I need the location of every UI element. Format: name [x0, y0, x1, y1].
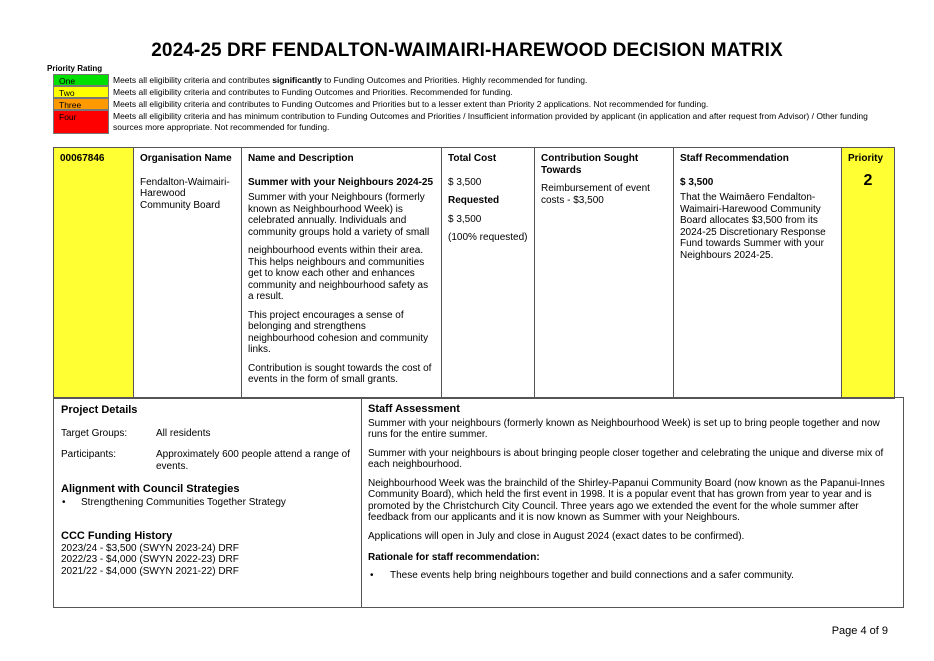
- participants-row: [61, 449, 353, 472]
- page-title: 2024-25 DRF FENDALTON-WAIMAIRI-HAREWOOD DECISION MATRIX: [151, 40, 783, 61]
- alignment-title: Alignment with Council Strategies: [61, 483, 240, 495]
- total-cost-cell: [442, 148, 535, 399]
- participants-label: Participants:: [61, 449, 117, 460]
- funding-history-item: 2022/23 - $4,000 (SWYN 2022-23) DRF: [61, 554, 239, 565]
- strategy-item: Strengthening Communities Together Strategy: [81, 496, 286, 508]
- rationale-title: Rationale for staff recommendation:: [368, 552, 540, 563]
- legend-row-two: [53, 86, 883, 98]
- staff-recommendation-text: That the Waimāero Fendalton-Waimairi-Harewood Community Board allocates $3,500 from its 2024-25 Discretionary Response Fund towards Summer with your Neighbours 2024-25.: [680, 192, 826, 261]
- funding-history-item: 2021/22 - $4,000 (SWYN 2021-22) DRF: [61, 565, 239, 577]
- assessment-paragraph: Neighbourhood Week was the brainchild of the Shirley-Papanui Community Board (now known as the Papanui-Innes Community Board), which held the first event in 1998. It is a popular event that has grown from year to year and is promoted by the Christchurch City Council. Three years ago we extended the event for the whole summer after feedback from our applicants and it is now known as Summer with your Neighbours.: [368, 477, 885, 523]
- priority-header: Priority: [848, 153, 884, 164]
- description-cell: [242, 148, 442, 399]
- organisation-cell: [134, 148, 242, 399]
- staff-assessment-title: Staff Assessment: [368, 403, 460, 415]
- legend-swatch-three: Three: [53, 98, 109, 110]
- page-number: Page 4 of 9: [831, 625, 888, 637]
- legend-row-four: [53, 110, 883, 134]
- requested-label: Requested: [448, 195, 500, 206]
- assessment-paragraph: Summer with your neighbours is about bringing people closer together and celebrating the unique and diverse mix of each neighbourhood.: [368, 447, 884, 470]
- contribution-cell: [535, 148, 674, 399]
- list-item: [61, 497, 353, 509]
- target-groups-value: All residents: [156, 427, 211, 439]
- description-paragraph: Summer with your Neighbours (formerly known as Neighbourhood Week) is celebrated annually. Individuals and community groups hold a variety of small: [248, 192, 430, 238]
- legend-swatch-four: Four: [53, 110, 109, 134]
- application-id: 00067846: [60, 153, 105, 164]
- description-paragraph: This project encourages a sense of belonging and strengthens neighbourhood cohesion and community links.: [248, 309, 429, 355]
- legend-swatch-two: Two: [53, 86, 109, 98]
- project-details-section: [61, 405, 353, 577]
- staff-recommendation-cell: [674, 148, 842, 399]
- target-groups-row: [61, 428, 353, 440]
- requested-amount: $ 3,500: [448, 213, 482, 225]
- staff-recommendation-header: Staff Recommendation: [680, 153, 789, 164]
- rationale-item: These events help bring neighbours together and build connections and a safer community.: [390, 569, 794, 581]
- details-divider: [361, 398, 362, 607]
- target-groups-label: Target Groups:: [61, 427, 128, 439]
- organisation-name: Fendalton-Waimairi-Harewood Community Board: [140, 176, 230, 211]
- legend-row-one: [53, 74, 883, 86]
- project-details-title: Project Details: [61, 404, 138, 416]
- bullet-icon: •: [370, 569, 374, 581]
- project-title: Summer with your Neighbours 2024-25: [248, 176, 434, 188]
- staff-recommendation-amount: $ 3,500: [680, 176, 714, 188]
- description-paragraph: Contribution is sought towards the cost of events in the form of small grants.: [248, 362, 432, 385]
- assessment-paragraph: Summer with your neighbours (formerly known as Neighbourhood Week) is set up to bring people together and now runs for the entire summer.: [368, 417, 880, 440]
- application-id-cell: [54, 148, 134, 399]
- legend-swatch-one: One: [53, 74, 109, 86]
- participants-value: Approximately 600 people attend a range of events.: [156, 449, 351, 472]
- organisation-header: Organisation Name: [140, 153, 232, 164]
- contribution-header: Contribution Sought Towards: [541, 153, 639, 176]
- staff-assessment-section: [368, 404, 893, 581]
- description-header: Name and Description: [248, 153, 354, 164]
- table-row: [54, 148, 895, 399]
- total-cost-value: $ 3,500: [448, 176, 482, 188]
- list-item: [370, 570, 893, 582]
- requested-percentage: (100% requested): [448, 232, 528, 243]
- legend-text-three: Meets all eligibility criteria and contributes to Funding Outcomes and Priorities but to a lesser extent than Priority 2 applications. Not recommended for funding.: [113, 99, 709, 109]
- funding-history-title: CCC Funding History: [61, 530, 173, 542]
- bullet-icon: •: [62, 496, 66, 508]
- details-box: [53, 397, 904, 608]
- assessment-paragraph: Applications will open in July and close in August 2024 (exact dates to be confirmed).: [368, 530, 745, 542]
- priority-rating-heading: Priority Rating: [47, 64, 103, 73]
- total-cost-header: Total Cost: [448, 153, 497, 164]
- legend-row-three: [53, 98, 883, 110]
- legend-text-two: Meets all eligibility criteria and contributes to Funding Outcomes and Priorities. Recommended for funding.: [113, 87, 513, 97]
- description-paragraph: neighbourhood events within their area. This helps neighbours and communities get to know each other and enhances community and neighbourhood safety as a result.: [248, 245, 429, 302]
- legend-text-one: Meets all eligibility criteria and contributes significantly to Funding Outcomes and Priorities. Highly recommended for funding.: [113, 75, 588, 85]
- legend-text-four: Meets all eligibility criteria and has minimum contribution to Funding Outcomes and Priorities / Insufficient information provided by applicant (in application and after request from Advisor) / Other funding sources more appropriate. Not recommended for funding.: [113, 111, 868, 132]
- priority-value: 2: [863, 171, 873, 189]
- priority-cell: [842, 148, 895, 399]
- funding-history-item: 2023/24 - $3,500 (SWYN 2023-24) DRF: [61, 542, 239, 554]
- decision-matrix-table: [53, 147, 895, 399]
- contribution-value: Reimbursement of event costs - $3,500: [541, 183, 650, 206]
- priority-legend: [53, 74, 883, 134]
